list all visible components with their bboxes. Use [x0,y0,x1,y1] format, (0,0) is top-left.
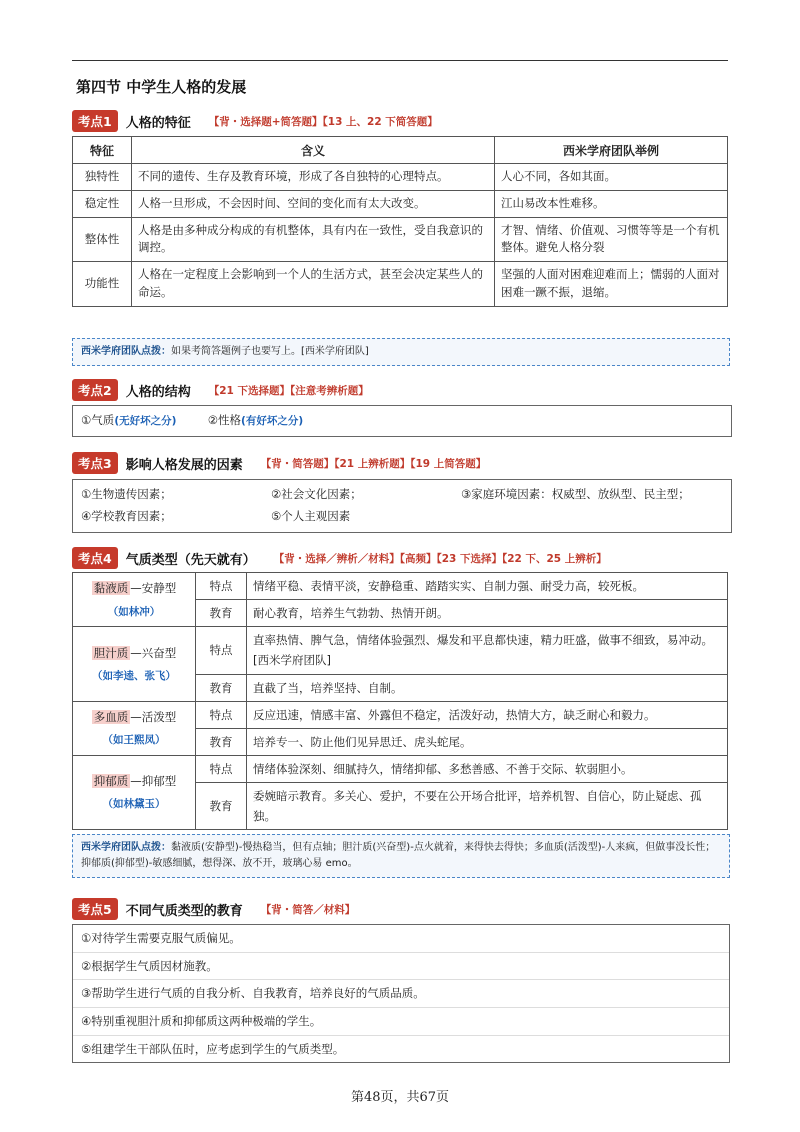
example-cell: 才智、情绪、价值观、习惯等等是一个有机整体。避免人格分裂 [495,217,728,262]
k3-box [72,479,732,533]
trait-cell: 反应迅速，情感丰富、外露但不稳定，活泼好动，热情大方，缺乏耐心和毅力。 [247,701,728,728]
list-item: ②根据学生气质因材施教。 [73,953,729,981]
k3-badge: 考点3 [72,452,118,474]
temperament-table [72,572,728,830]
type-name: 多血质 [93,710,129,724]
edu-label: 教育 [196,783,247,830]
note-text: 如果考简答题例子也要写上。[西米学府团队] [171,346,369,357]
k1-tag: 【背・选择题+简答题】【13 上、22 下简答题】 [208,115,438,128]
feature-cell: 功能性 [73,262,132,307]
k3-title: 影响人格发展的因素 [125,457,243,473]
structure-temperament-note: (无好坏之分) [114,415,177,427]
table-row [73,627,728,674]
trait-label: 特点 [196,701,247,728]
meaning-cell: 不同的遗传、生存及教育环境，形成了各自独特的心理特点。 [132,164,495,191]
type-name: 黏液质 [93,581,129,596]
factor-item: ⑤个人主观因素 [271,508,351,523]
table-row [73,701,728,728]
trait-label: 特点 [196,627,247,674]
type-cell [73,701,196,755]
edu-label: 教育 [196,600,247,627]
type-alias: —抑郁型 [130,774,177,789]
k5-tag: 【背・简答／材料】 [260,903,356,916]
type-cell [73,573,196,627]
example-cell: 人心不同，各如其面。 [495,164,728,191]
example-cell: 江山易改本性难移。 [495,190,728,217]
type-alias: —安静型 [130,581,177,596]
feature-cell: 稳定性 [73,190,132,217]
trait-label: 特点 [196,755,247,782]
edu-label: 教育 [196,674,247,701]
feature-cell: 独特性 [73,164,132,191]
example-cell: 坚强的人面对困难迎难而上；懦弱的人面对困难一蹶不振，退缩。 [495,262,728,307]
edu-cell: 委婉暗示教育。多关心、爱护，不要在公开场合批评，培养机智、自信心，防止疑虑、孤独。 [247,783,728,830]
list-item: ⑤组建学生干部队伍时，应考虑到学生的气质类型。 [81,1041,345,1056]
list-item: ①对待学生需要克服气质偏见。 [73,925,729,953]
table-row [73,755,728,782]
table-row [73,190,728,217]
structure-character: ②性格 [207,413,242,427]
type-alias: —兴奋型 [130,645,177,660]
type-cell [73,755,196,829]
type-example: （如王熙凤） [102,734,166,747]
section-title: 第四节 中学生人格的发展 [76,78,247,96]
meaning-cell: 人格一旦形成，不会因时间、空间的变化而有太大改变。 [132,190,495,217]
note-label: 西米学府团队点拨： [81,346,171,357]
k3-heading [72,452,486,474]
structure-character-note: (有好坏之分) [241,415,304,427]
k4-tag: 【背・选择／辨析／材料】【高频】【23 下选择】【22 下、25 上辨析】 [273,552,607,565]
personality-traits-table [72,136,728,307]
k2-box [72,405,732,437]
type-alias: —活泼型 [130,710,177,724]
trait-cell: 直率热情、脾气急，情绪体验强烈、爆发和平息都快速，精力旺盛，做事不细致，易冲动。[西米学府团队] [247,627,728,674]
meaning-cell: 人格是由多种成分构成的有机整体，具有内在一致性，受自我意识的调控。 [132,217,495,262]
k1-note [72,338,730,366]
edu-cell: 耐心教育，培养生气勃勃、热情开朗。 [247,600,728,627]
note-text: 黏液质(安静型)-慢热稳当，但有点轴；胆汁质(兴奋型)-点火就着，来得快去得快；多血质(活泼型)-人来疯，但做事没长性；抑郁质(抑郁型)-敏感细腻，想得深、放不开，玻璃心易 emo。 [81,842,716,869]
k3-tag: 【背・简答题】【21 上辨析题】【19 上简答题】 [260,457,487,470]
factor-item: ①生物遗传因素； [81,487,172,501]
header-example: 西米学府团队举例 [495,137,728,164]
type-name: 抑郁质 [93,774,129,789]
type-example: （如林黛玉） [102,798,166,811]
table-row [73,217,728,262]
k5-heading [72,898,355,920]
list-item: ④特别重视胆汁质和抑郁质这两种极端的学生。 [73,1008,729,1036]
note-label: 西米学府团队点拨： [81,842,171,853]
meaning-cell: 人格在一定程度上会影响到一个人的生活方式，甚至会决定某些人的命运。 [132,262,495,307]
header-meaning: 含义 [132,137,495,164]
k2-tag: 【21 下选择题】【注意考辨析题】 [208,384,369,397]
edu-cell: 直截了当，培养坚持、自制。 [247,674,728,701]
type-cell [73,627,196,701]
type-name: 胆汁质 [93,645,129,660]
header-feature: 特征 [73,137,132,164]
list-item: ③帮助学生进行气质的自我分析、自我教育，培养良好的气质品质。 [73,980,729,1008]
trait-label: 特点 [196,573,247,600]
k2-badge: 考点2 [72,379,118,401]
feature-cell: 整体性 [73,217,132,262]
trait-cell: 情绪体验深刻、细腻持久，情绪抑郁、多愁善感、不善于交际、软弱胆小。 [247,755,728,782]
table-row [73,262,728,307]
k1-title: 人格的特征 [125,115,191,131]
table-row [73,164,728,191]
table-row [73,573,728,600]
factor-item: ②社会文化因素； [271,487,362,501]
k5-box [72,924,730,1063]
edu-label: 教育 [196,728,247,755]
k1-heading [72,110,438,132]
edu-cell: 培养专一、防止他们见异思迁、虎头蛇尾。 [247,728,728,755]
k5-badge: 考点5 [72,898,118,920]
factor-item: ③家庭环境因素：权威型、放纵型、民主型； [461,487,690,501]
type-example: （如李逵、张飞） [92,669,176,682]
k4-badge: 考点4 [72,547,118,569]
k2-heading [72,379,369,401]
trait-cell: 情绪平稳、表情平淡，安静稳重、踏踏实实、自制力强、耐受力高，较死板。 [247,573,728,600]
k4-heading [72,547,607,569]
top-rule [72,60,728,61]
type-example: （如林冲） [107,605,161,618]
k5-title: 不同气质类型的教育 [125,903,243,919]
page-number: 第48页，共67页 [350,1090,450,1105]
factor-item: ④学校教育因素； [81,508,172,523]
structure-temperament: ①气质 [81,413,115,427]
k1-badge: 考点1 [72,110,118,132]
k2-title: 人格的结构 [125,384,191,400]
k4-note [72,834,730,878]
k4-title: 气质类型（先天就有） [125,552,256,568]
